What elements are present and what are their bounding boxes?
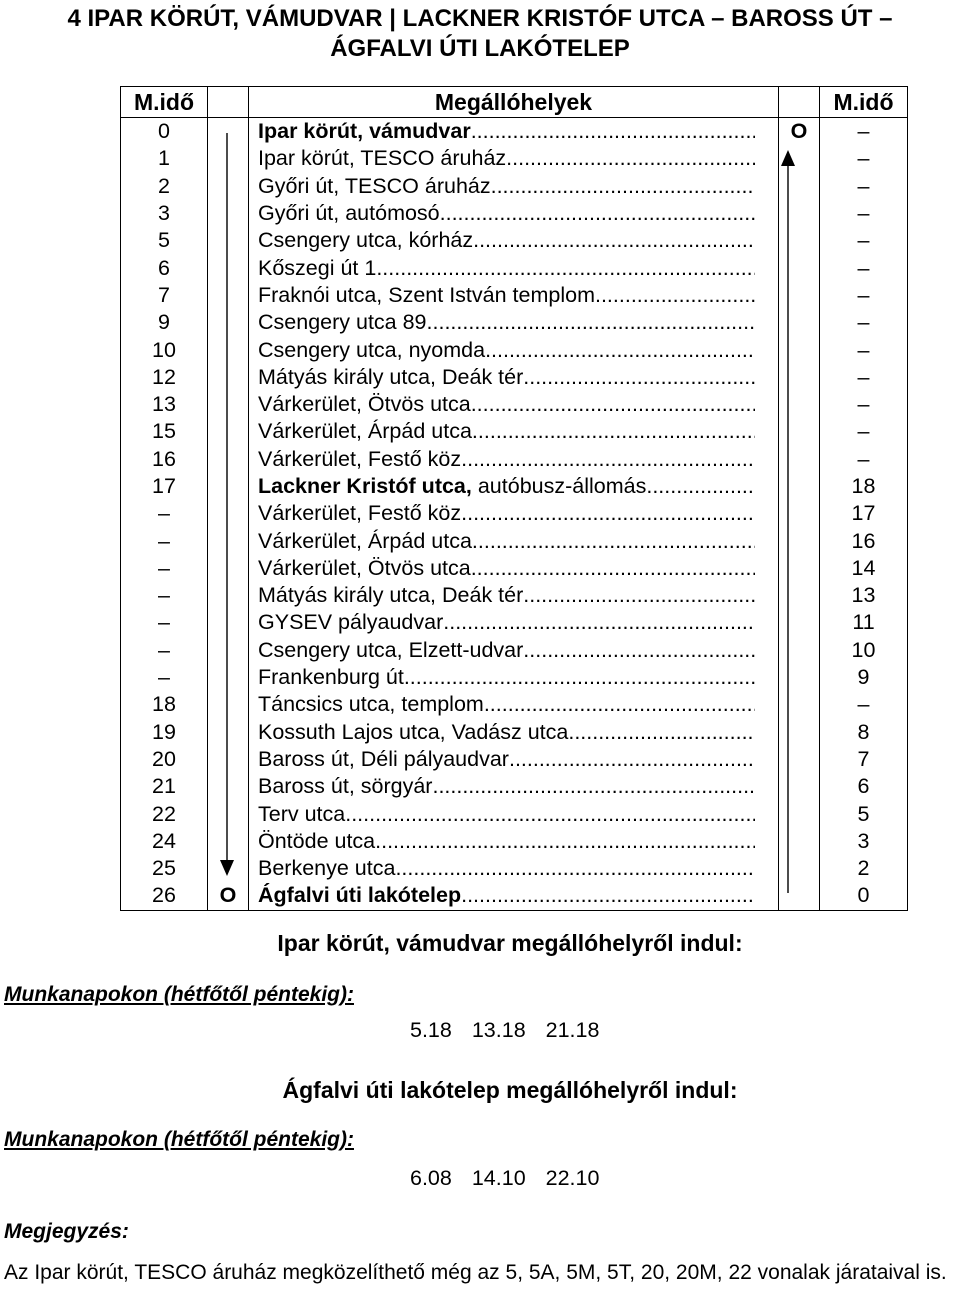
table-row (121, 664, 908, 691)
stop-name-text: Mátyás király utca, Deák tér (258, 364, 524, 389)
time-left: – (121, 664, 208, 691)
stop-name-text: Győri út, autómosó (258, 201, 440, 226)
table-row (121, 719, 908, 746)
stop-name (249, 664, 779, 691)
departure-times-2 (410, 1166, 613, 1191)
time-right: – (820, 200, 908, 227)
time-right: – (820, 173, 908, 200)
stop-name (249, 473, 779, 500)
marker-right (779, 418, 820, 445)
stop-name (249, 227, 779, 254)
marker-left (208, 609, 249, 636)
header-marker-right (779, 87, 820, 118)
leader-dots (472, 418, 755, 445)
marker-left (208, 336, 249, 363)
marker-right (779, 637, 820, 664)
marker-right (779, 473, 820, 500)
table-row (121, 800, 908, 827)
table-row (121, 637, 908, 664)
marker-left (208, 555, 249, 582)
time-left: 25 (121, 855, 208, 882)
table-row (121, 309, 908, 336)
timetable (120, 86, 908, 911)
stop-name-text: Terv utca (258, 801, 346, 826)
stop-name-bold: Lackner Kristóf utca, (258, 474, 472, 498)
marker-right (779, 527, 820, 554)
stop-name-text: Fraknói utca, Szent István templom (258, 282, 595, 307)
marker-left (208, 118, 249, 146)
leader-dots (523, 364, 755, 391)
stop-name (249, 882, 779, 910)
table-row (121, 555, 908, 582)
stop-name-text: Csengery utca, kórház (258, 228, 474, 253)
time-right: – (820, 364, 908, 391)
time-left: – (121, 555, 208, 582)
marker-left (208, 254, 249, 281)
weekday-label-1: Munkanapokon (hétfőtől péntekig): (4, 983, 354, 1006)
table-row (121, 391, 908, 418)
marker-right: O (779, 118, 820, 146)
time-left: 13 (121, 391, 208, 418)
table-row (121, 828, 908, 855)
stop-name-text: autóbusz-állomás (471, 474, 647, 498)
time-left: 5 (121, 227, 208, 254)
time-right: 17 (820, 500, 908, 527)
leader-dots (473, 227, 755, 254)
leader-dots (461, 882, 755, 909)
table-row (121, 118, 908, 146)
time-right: 13 (820, 582, 908, 609)
marker-left (208, 800, 249, 827)
stop-name (249, 828, 779, 855)
leader-dots (472, 528, 755, 555)
stop-name (249, 746, 779, 773)
leader-dots (432, 773, 755, 800)
departure-time: 6.08 (410, 1166, 452, 1190)
header-time-left: M.idő (121, 87, 208, 118)
stop-name (249, 364, 779, 391)
stop-name-text: Győri út, TESCO áruház (258, 173, 491, 198)
marker-left (208, 364, 249, 391)
stop-name (249, 609, 779, 636)
time-right: 11 (820, 609, 908, 636)
time-left: – (121, 500, 208, 527)
time-left: 15 (121, 418, 208, 445)
leader-dots (506, 145, 755, 172)
note-text: Az Ipar körút, TESCO áruház megközelíthető még az 5, 5A, 5M, 5T, 20, 20M, 22 vonalak járataival is. (4, 1261, 947, 1284)
time-left: 10 (121, 336, 208, 363)
title-line-1: 4 IPAR KÖRÚT, VÁMUDVAR | LACKNER KRISTÓF UTCA – BAROSS ÚT – (67, 5, 893, 32)
marker-right (779, 582, 820, 609)
time-left: 7 (121, 282, 208, 309)
stop-name-text: Frankenburg út (258, 665, 404, 690)
marker-right (779, 773, 820, 800)
table-row (121, 773, 908, 800)
time-right: 14 (820, 555, 908, 582)
leader-dots (646, 473, 755, 500)
departure-times-1 (410, 1018, 613, 1043)
time-right: – (820, 227, 908, 254)
leader-dots (471, 555, 755, 582)
table-row (121, 227, 908, 254)
time-right: 5 (820, 800, 908, 827)
stop-name-text: Ipar körút, TESCO áruház (258, 146, 507, 171)
leader-dots (491, 173, 755, 200)
leader-dots (382, 255, 755, 282)
stop-name-text: Kőszegi út 1. (258, 255, 383, 280)
stop-name-text: Baross út, sörgyár (258, 774, 433, 799)
stop-name (249, 800, 779, 827)
table-row (121, 173, 908, 200)
leader-dots (509, 746, 755, 773)
time-left: 22 (121, 800, 208, 827)
marker-right (779, 664, 820, 691)
marker-right (779, 800, 820, 827)
marker-left (208, 828, 249, 855)
table-row (121, 364, 908, 391)
marker-right (779, 391, 820, 418)
stop-name-text: Csengery utca, Elzett-udvar (258, 637, 524, 662)
leader-dots (433, 309, 756, 336)
marker-left (208, 746, 249, 773)
table-row (121, 609, 908, 636)
stop-name-text: Várkerület, Ötvös utca (258, 555, 471, 580)
weekday-label-2: Munkanapokon (hétfőtől péntekig): (4, 1128, 354, 1151)
marker-left: O (208, 882, 249, 910)
stop-name-text: Mátyás király utca, Deák tér (258, 583, 524, 608)
stop-name (249, 446, 779, 473)
time-right: 2 (820, 855, 908, 882)
time-left: 26 (121, 882, 208, 910)
stop-name-text: GYSEV pályaudvar (258, 610, 444, 635)
stop-name (249, 719, 779, 746)
time-right: 6 (820, 773, 908, 800)
marker-left (208, 418, 249, 445)
time-right: – (820, 336, 908, 363)
time-left: 3 (121, 200, 208, 227)
marker-right (779, 746, 820, 773)
marker-left (208, 855, 249, 882)
marker-right (779, 446, 820, 473)
leader-dots (404, 664, 755, 691)
time-right: 9 (820, 664, 908, 691)
marker-right (779, 828, 820, 855)
table-row (121, 746, 908, 773)
stop-name (249, 527, 779, 554)
stop-name (249, 691, 779, 718)
marker-left (208, 527, 249, 554)
stop-name (249, 855, 779, 882)
marker-right (779, 227, 820, 254)
stop-name-text: Várkerület, Festő köz (258, 501, 462, 526)
departure-time: 14.10 (471, 1166, 526, 1190)
time-right: 18 (820, 473, 908, 500)
time-left: 17 (121, 473, 208, 500)
time-left: 18 (121, 691, 208, 718)
marker-right (779, 855, 820, 882)
header-stops: Megállóhelyek (249, 87, 779, 118)
departure-time: 22.10 (545, 1166, 600, 1190)
stop-name (249, 391, 779, 418)
time-right: 10 (820, 637, 908, 664)
table-row (121, 500, 908, 527)
leader-dots (595, 282, 755, 309)
time-right: – (820, 418, 908, 445)
stop-name (249, 418, 779, 445)
marker-right (779, 609, 820, 636)
marker-right (779, 882, 820, 910)
marker-left (208, 637, 249, 664)
stop-name (249, 254, 779, 281)
marker-right (779, 364, 820, 391)
time-right: – (820, 391, 908, 418)
time-right: 16 (820, 527, 908, 554)
stop-name-text: Öntöde utca (258, 828, 376, 853)
table-row (121, 200, 908, 227)
leader-dots (484, 691, 755, 718)
marker-left (208, 145, 249, 172)
stop-name-text: Várkerület, Árpád utca (258, 419, 472, 444)
time-left: – (121, 609, 208, 636)
marker-left (208, 691, 249, 718)
marker-right (779, 309, 820, 336)
stop-name-text: Várkerület, Árpád utca (258, 528, 472, 553)
time-left: 9 (121, 309, 208, 336)
leader-dots (485, 337, 755, 364)
time-right: 8 (820, 719, 908, 746)
leader-dots (471, 391, 755, 418)
table-row (121, 527, 908, 554)
leader-dots (440, 200, 755, 227)
marker-left (208, 500, 249, 527)
time-right: – (820, 145, 908, 172)
stop-name (249, 200, 779, 227)
time-left: – (121, 527, 208, 554)
leader-dots (375, 828, 755, 855)
departure-heading-2: Ágfalvi úti lakótelep megállóhelyről indul: (282, 1077, 738, 1103)
time-left: 1 (121, 145, 208, 172)
header-marker-left (208, 87, 249, 118)
table-row (121, 882, 908, 910)
stop-name-text: Baross út, Déli pályaudvar (258, 746, 509, 771)
time-left: 20 (121, 746, 208, 773)
time-right: – (820, 254, 908, 281)
leader-dots (395, 855, 755, 882)
stop-name-text: Várkerület, Festő köz (258, 446, 462, 471)
time-left: 6 (121, 254, 208, 281)
marker-left (208, 719, 249, 746)
marker-right (779, 282, 820, 309)
leader-dots (568, 719, 755, 746)
stop-name (249, 582, 779, 609)
time-left: 0 (121, 118, 208, 146)
time-right: – (820, 118, 908, 146)
stop-name-text: Berkenye utca (258, 856, 396, 881)
marker-right (779, 254, 820, 281)
stop-name (249, 500, 779, 527)
marker-left (208, 473, 249, 500)
stop-name (249, 173, 779, 200)
table-row (121, 336, 908, 363)
marker-right (779, 200, 820, 227)
header-time-right: M.idő (820, 87, 908, 118)
stop-name-text: Csengery utca, nyomda (258, 337, 486, 362)
time-right: 7 (820, 746, 908, 773)
marker-left (208, 446, 249, 473)
time-left: 2 (121, 173, 208, 200)
table-row (121, 691, 908, 718)
leader-dots (345, 801, 755, 828)
stop-name (249, 637, 779, 664)
marker-right (779, 691, 820, 718)
stop-name (249, 773, 779, 800)
marker-left (208, 309, 249, 336)
leader-dots (461, 500, 755, 527)
table-row (121, 254, 908, 281)
time-right: 0 (820, 882, 908, 910)
time-left: 24 (121, 828, 208, 855)
stop-name-text: Csengery utca 89. (258, 310, 433, 335)
stop-name-text: Kossuth Lajos utca, Vadász utca (258, 719, 569, 744)
departure-time: 21.18 (545, 1018, 600, 1042)
stop-name (249, 282, 779, 309)
marker-left (208, 664, 249, 691)
stop-name (249, 336, 779, 363)
stop-name (249, 118, 779, 146)
time-left: 12 (121, 364, 208, 391)
marker-left (208, 200, 249, 227)
time-left: 19 (121, 719, 208, 746)
stop-name-text: Várkerület, Ötvös utca (258, 392, 471, 417)
stop-name (249, 555, 779, 582)
time-right: – (820, 691, 908, 718)
stop-name-text: Táncsics utca, templom (258, 692, 484, 717)
stop-name-bold: Ágfalvi úti lakótelep (258, 883, 462, 908)
leader-dots (523, 582, 755, 609)
time-left: – (121, 582, 208, 609)
stop-name-bold: Ipar körút, vámudvar (258, 119, 471, 144)
page-title (0, 4, 960, 64)
marker-right (779, 719, 820, 746)
leader-dots (443, 609, 755, 636)
time-right: – (820, 446, 908, 473)
table-row (121, 582, 908, 609)
table-row (121, 855, 908, 882)
marker-left (208, 391, 249, 418)
marker-right (779, 555, 820, 582)
table-row (121, 473, 908, 500)
table-row (121, 418, 908, 445)
marker-left (208, 173, 249, 200)
note-label: Megjegyzés: (4, 1220, 129, 1243)
leader-dots (461, 446, 755, 473)
departure-time: 5.18 (410, 1018, 452, 1042)
table-row (121, 145, 908, 172)
marker-left (208, 227, 249, 254)
table-row (121, 446, 908, 473)
table-row (121, 282, 908, 309)
stop-name (249, 145, 779, 172)
time-left: 21 (121, 773, 208, 800)
departure-heading-1: Ipar körút, vámudvar megállóhelyről indul: (277, 930, 743, 956)
title-line-2: ÁGFALVI ÚTI LAKÓTELEP (330, 35, 630, 62)
marker-right (779, 500, 820, 527)
stop-name (249, 309, 779, 336)
time-right: – (820, 309, 908, 336)
time-left: – (121, 637, 208, 664)
leader-dots (523, 637, 755, 664)
time-right: – (820, 282, 908, 309)
leader-dots (471, 118, 755, 145)
timetable-header (121, 87, 908, 118)
marker-left (208, 282, 249, 309)
departure-time: 13.18 (471, 1018, 526, 1042)
time-right: 3 (820, 828, 908, 855)
marker-left (208, 582, 249, 609)
time-left: 16 (121, 446, 208, 473)
marker-left (208, 773, 249, 800)
marker-right (779, 173, 820, 200)
marker-right (779, 145, 820, 172)
marker-right (779, 336, 820, 363)
